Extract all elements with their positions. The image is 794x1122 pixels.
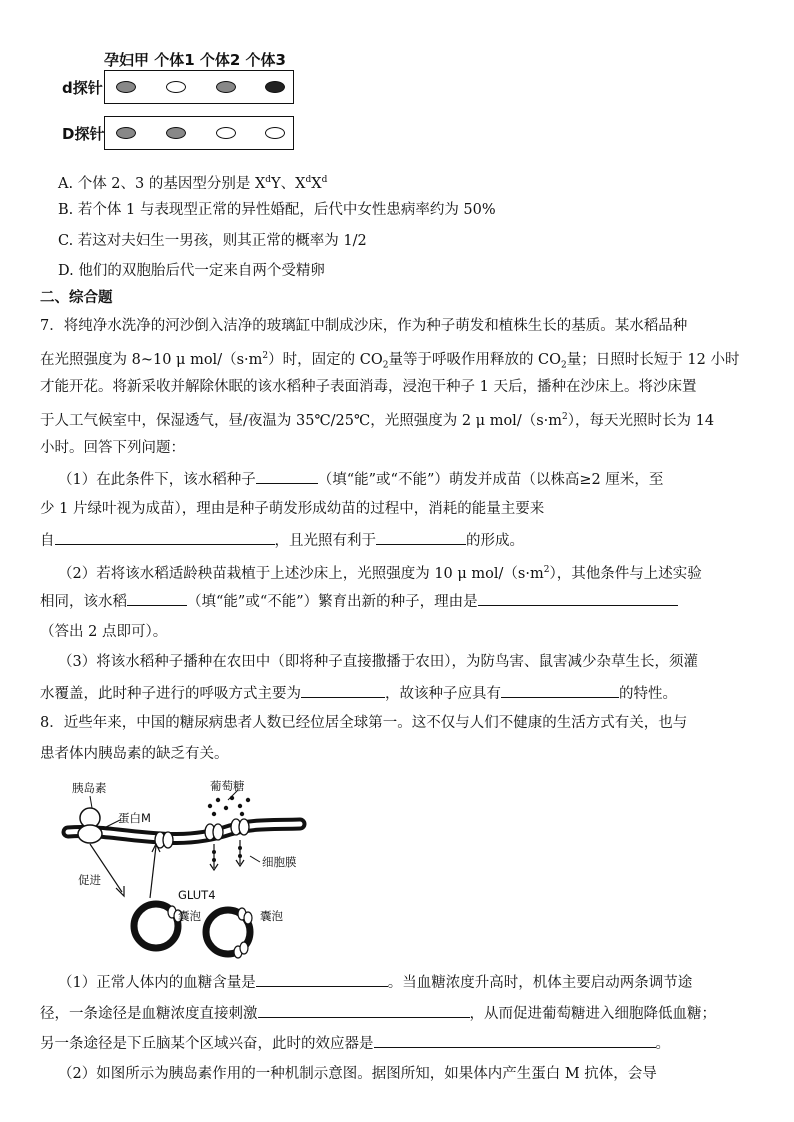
label-vesicle-1: 囊泡 (178, 909, 201, 923)
label-glut4: GLUT4 (178, 888, 216, 902)
blot-dot (116, 127, 136, 139)
glut4-channel (231, 819, 249, 835)
q7-part1: 少 1 片绿叶视为成苗），理由是种子萌发形成幼苗的过程中，消耗的能量主要来 (40, 501, 545, 517)
label-vesicle-2: 囊泡 (260, 909, 283, 923)
q7-line: 7．将纯净水洗净的河沙倒入洁净的玻璃缸中制成沙床，作为种子萌发和植株生长的基质。某水稻品种 (40, 318, 688, 334)
blot-dot (166, 127, 186, 139)
answer-blank[interactable] (301, 683, 385, 698)
probe-header: 孕妇甲 个体1 个体2 个体3 (104, 51, 286, 69)
option-b: B. 若个体 1 与表现型正常的异性婚配，后代中女性患病率约为 50% (58, 202, 496, 218)
section-title: 二、综合题 (40, 290, 113, 306)
membrane-diagram (60, 780, 320, 960)
q8-part1: 另一条途径是下丘脑某个区域兴奋，此时的效应器是 。 (40, 1033, 754, 1054)
probe-label-D: D探针 (62, 125, 105, 143)
q7-part1: （1）在此条件下，该水稻种子 （填“能”或“不能”）萌发并成苗（以株高≥2 厘米，至 (58, 469, 754, 490)
q8-part1: （1）正常人体内的血糖含量是 。当血糖浓度升高时，机体主要启动两条调节途 (58, 972, 754, 993)
answer-blank[interactable] (256, 972, 388, 987)
q7-line: 小时。回答下列问题： (40, 440, 185, 456)
answer-blank[interactable] (376, 530, 466, 545)
label-glucose: 葡萄糖 (210, 779, 245, 793)
probe-row-D (104, 116, 294, 150)
blot-dot (116, 81, 136, 93)
label-membrane: 细胞膜 (262, 855, 297, 869)
glut4-channel (205, 824, 223, 840)
q7-part2: （2）若将该水稻适龄秧苗栽植于上述沙床上，光照强度为 10 μ mol/$(s\cdot m^2)$，其他条件与上述实验 (58, 565, 702, 582)
probe-label-d: d探针 (62, 79, 103, 97)
answer-blank[interactable] (501, 683, 619, 698)
option-a: A. 个体 2、3 的基因型分别是 $X^dY$、$X^dX^d$ (58, 175, 328, 192)
protein-m (78, 825, 102, 843)
blot-dot (265, 127, 285, 139)
answer-blank[interactable] (374, 1033, 656, 1048)
probe-row-d (104, 70, 294, 104)
answer-blank[interactable] (55, 530, 275, 545)
insulin-mechanism-figure (60, 780, 320, 960)
answer-blank[interactable] (256, 469, 318, 484)
q7-line: 在光照强度为 8~10 μ mol/$(s\cdot m^2)$时，固定的 $CO_2$量等于呼吸作用释放的 $CO_2$量；日照时长短于 12 小时 (40, 351, 740, 371)
q8-line: 8．近些年来，中国的糖尿病患者人数已经位居全球第一。这不仅与人们不健康的生活方式有关，也与 (40, 715, 688, 731)
option-d: D. 他们的双胞胎后代一定来自两个受精卵 (58, 263, 325, 279)
q8-part2: （2）如图所示为胰岛素作用的一种机制示意图。据图所知，如果体内产生蛋白 M 抗体，会导 (58, 1066, 657, 1082)
blot-dot (216, 127, 236, 139)
blot-dot (166, 81, 186, 93)
q7-part3: 水覆盖，此时种子进行的呼吸方式主要为 ，故该种子应具有 的特性。 (40, 683, 754, 704)
label-insulin: 胰岛素 (72, 781, 107, 795)
blot-dot (265, 81, 285, 93)
transport-arrow (150, 846, 156, 898)
blot-dot (216, 81, 236, 93)
q8-line: 患者体内胰岛素的缺乏有关。 (40, 746, 229, 762)
q7-part2: （答出 2 点即可）。 (40, 624, 168, 640)
label-promote: 促进 (78, 873, 101, 887)
q7-part1: 自 ，且光照有利于 的形成。 (40, 530, 754, 551)
q7-line: 才能开花。将新采收并解除休眠的该水稻种子表面消毒，浸泡干种子 1 天后，播种在沙床上。将沙床置 (40, 379, 697, 395)
q7-line: 于人工气候室中，保湿透气，昼/夜温为 35℃/25℃，光照强度为 2 μ mol/$(s\cdot m^2)$，每天光照时长为 14 (40, 412, 715, 429)
answer-blank[interactable] (127, 591, 187, 606)
q8-part1: 径，一条途径是血糖浓度直接刺激 ，从而促进葡萄糖进入细胞降低血糖； (40, 1003, 754, 1024)
label-protein-m: 蛋白M (118, 811, 151, 825)
answer-blank[interactable] (478, 591, 678, 606)
glut4-channel (155, 832, 173, 848)
q7-part2: 相同，该水稻 （填“能”或“不能”）繁育出新的种子，理由是 (40, 591, 754, 612)
answer-blank[interactable] (258, 1003, 470, 1018)
option-c: C. 若这对夫妇生一男孩，则其正常的概率为 1/2 (58, 233, 367, 249)
q7-part3: （3）将该水稻种子播种在农田中（即将种子直接撒播于农田），为防鸟害、鼠害减少杂草生长，须灌 (58, 654, 698, 670)
